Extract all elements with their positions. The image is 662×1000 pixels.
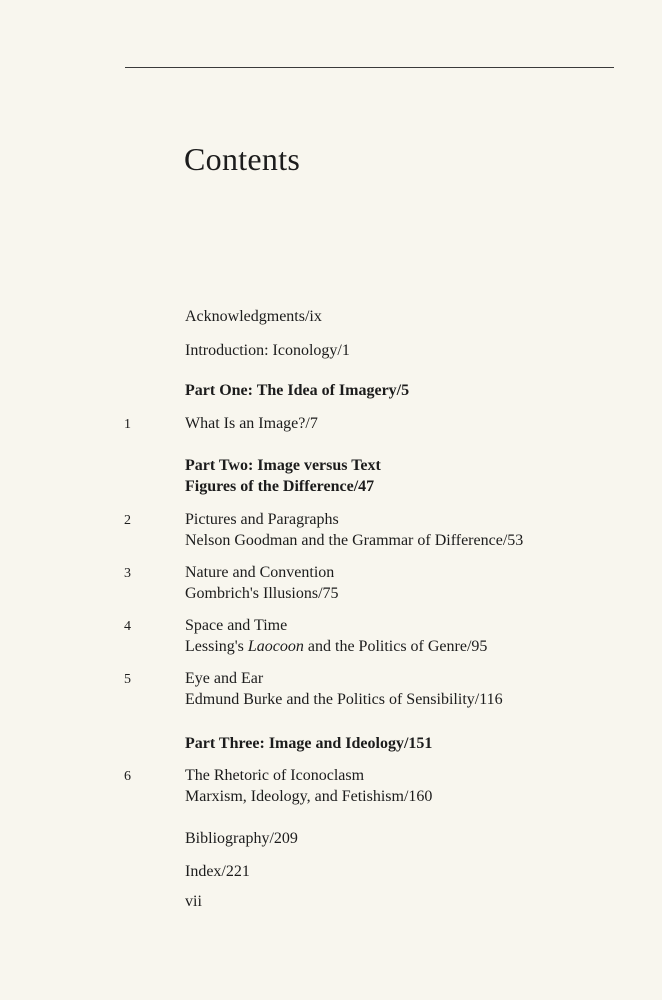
toc-line-part: Lessing's (185, 638, 248, 655)
toc-chapter-3 (185, 562, 339, 604)
toc-line-part: and the Politics of Genre/95 (303, 638, 488, 655)
toc-part-one (185, 380, 409, 401)
toc-line: Acknowledgments/ix (185, 308, 322, 325)
toc-line: Gombrich's Illusions/75 (185, 585, 339, 602)
toc-entry-index (185, 861, 250, 882)
toc-line (185, 636, 487, 657)
toc-italic-title: Laocoon (247, 638, 304, 655)
page-number: vii (185, 893, 202, 910)
toc-line: Eye and Ear (185, 670, 264, 687)
toc-line: Bibliography/209 (185, 830, 298, 847)
chapter-number: 3 (124, 566, 131, 581)
chapter-number: 6 (124, 769, 131, 784)
chapter-number: 4 (124, 619, 131, 634)
chapter-number: 5 (124, 672, 131, 687)
toc-line: Figures of the Difference/47 (185, 478, 375, 495)
toc-line: Edmund Burke and the Politics of Sensibility/116 (185, 691, 503, 708)
toc-line: Nature and Convention (185, 564, 335, 581)
toc-entry-acknowledgments (185, 306, 322, 327)
toc-line: Part Two: Image versus Text (185, 457, 381, 474)
toc-line: Part Three: Image and Ideology/151 (185, 735, 433, 752)
toc-line: Pictures and Paragraphs (185, 511, 339, 528)
toc-chapter-2 (185, 509, 523, 551)
toc-part-two (185, 455, 381, 497)
toc-line: Index/221 (185, 863, 250, 880)
toc-part-three (185, 733, 432, 754)
toc-line: Part One: The Idea of Imagery/5 (185, 382, 410, 399)
header-rule (125, 67, 614, 68)
toc-line: The Rhetoric of Iconoclasm (185, 767, 365, 784)
toc-line: Marxism, Ideology, and Fetishism/160 (185, 788, 433, 805)
page-title: Contents (184, 141, 301, 178)
toc-chapter-1 (185, 413, 318, 434)
toc-chapter-6 (185, 765, 432, 807)
toc-line: Nelson Goodman and the Grammar of Difference/53 (185, 532, 524, 549)
toc-line: Space and Time (185, 617, 288, 634)
toc-chapter-4 (185, 615, 487, 657)
toc-line: What Is an Image?/7 (185, 415, 318, 432)
chapter-number: 2 (124, 513, 131, 528)
chapter-number: 1 (124, 417, 131, 432)
toc-entry-bibliography (185, 828, 298, 849)
toc-line: Introduction: Iconology/1 (185, 342, 350, 359)
toc-entry-introduction (185, 340, 350, 361)
toc-chapter-5 (185, 668, 503, 710)
